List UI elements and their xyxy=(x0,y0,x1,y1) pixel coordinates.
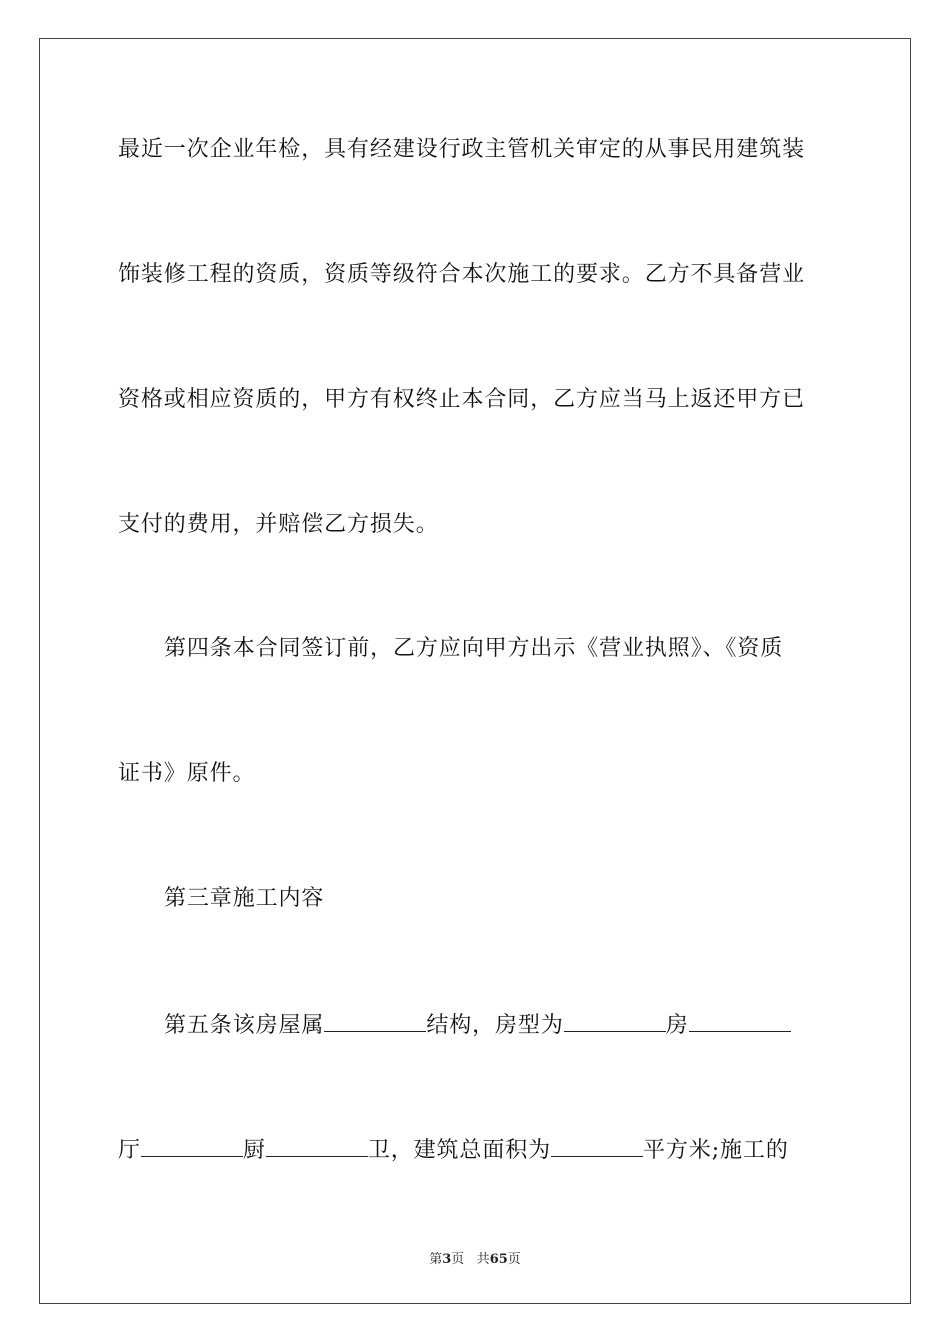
body-line-1 xyxy=(118,135,834,165)
body-text: 最近一次企业年检，具有经建设行政主管机关审定的从事民用建筑装 xyxy=(118,137,806,162)
page-suffix: 页 xyxy=(451,1252,465,1267)
body-line-4 xyxy=(118,510,834,540)
body-text: 厅 xyxy=(118,1138,141,1163)
total-pages: 65 xyxy=(489,1252,508,1267)
page-number: 3 xyxy=(442,1252,452,1267)
page-footer xyxy=(0,1248,950,1267)
body-text: 饰装修工程的资质，资质等级符合本次施工的要求。乙方不具备营业 xyxy=(118,262,806,287)
body-text: 厨 xyxy=(242,1138,266,1163)
total-suffix: 页 xyxy=(507,1252,521,1267)
article-5-line-1 xyxy=(164,1009,836,1041)
article-4-line-1 xyxy=(164,634,836,664)
page-prefix: 第 xyxy=(429,1252,443,1267)
fill-blank-halls xyxy=(689,1009,791,1032)
fill-blank-kitchens xyxy=(141,1134,243,1157)
heading-text: 第三章施工内容 xyxy=(164,886,325,911)
fill-blank-bathrooms xyxy=(266,1134,368,1157)
page-border xyxy=(39,38,911,1304)
body-text: 资格或相应资质的，甲方有权终止本合同，乙方应当马上返还甲方已 xyxy=(118,387,806,412)
fill-blank-area xyxy=(551,1134,643,1157)
article-5-line-2 xyxy=(118,1134,834,1166)
fill-blank-rooms xyxy=(564,1009,666,1032)
body-text: 证书》原件。 xyxy=(118,761,256,786)
body-text: 第五条该房屋属 xyxy=(164,1013,325,1038)
body-text: 第四条本合同签订前，乙方应向甲方出示《营业执照》、《资质 xyxy=(164,636,784,661)
body-text: 支付的费用，并赔偿乙方损失。 xyxy=(118,512,439,537)
fill-blank-structure xyxy=(324,1009,426,1032)
article-4-line-2 xyxy=(118,759,834,789)
body-line-3 xyxy=(118,385,834,415)
body-text: 平方米;施工的 xyxy=(643,1138,789,1163)
body-text: 结构，房型为 xyxy=(426,1013,564,1038)
body-text: 卫，建筑总面积为 xyxy=(367,1138,552,1163)
body-line-2 xyxy=(118,260,834,290)
total-prefix: 共 xyxy=(476,1252,490,1267)
body-text: 房 xyxy=(665,1013,689,1038)
chapter-3-heading xyxy=(164,884,836,914)
